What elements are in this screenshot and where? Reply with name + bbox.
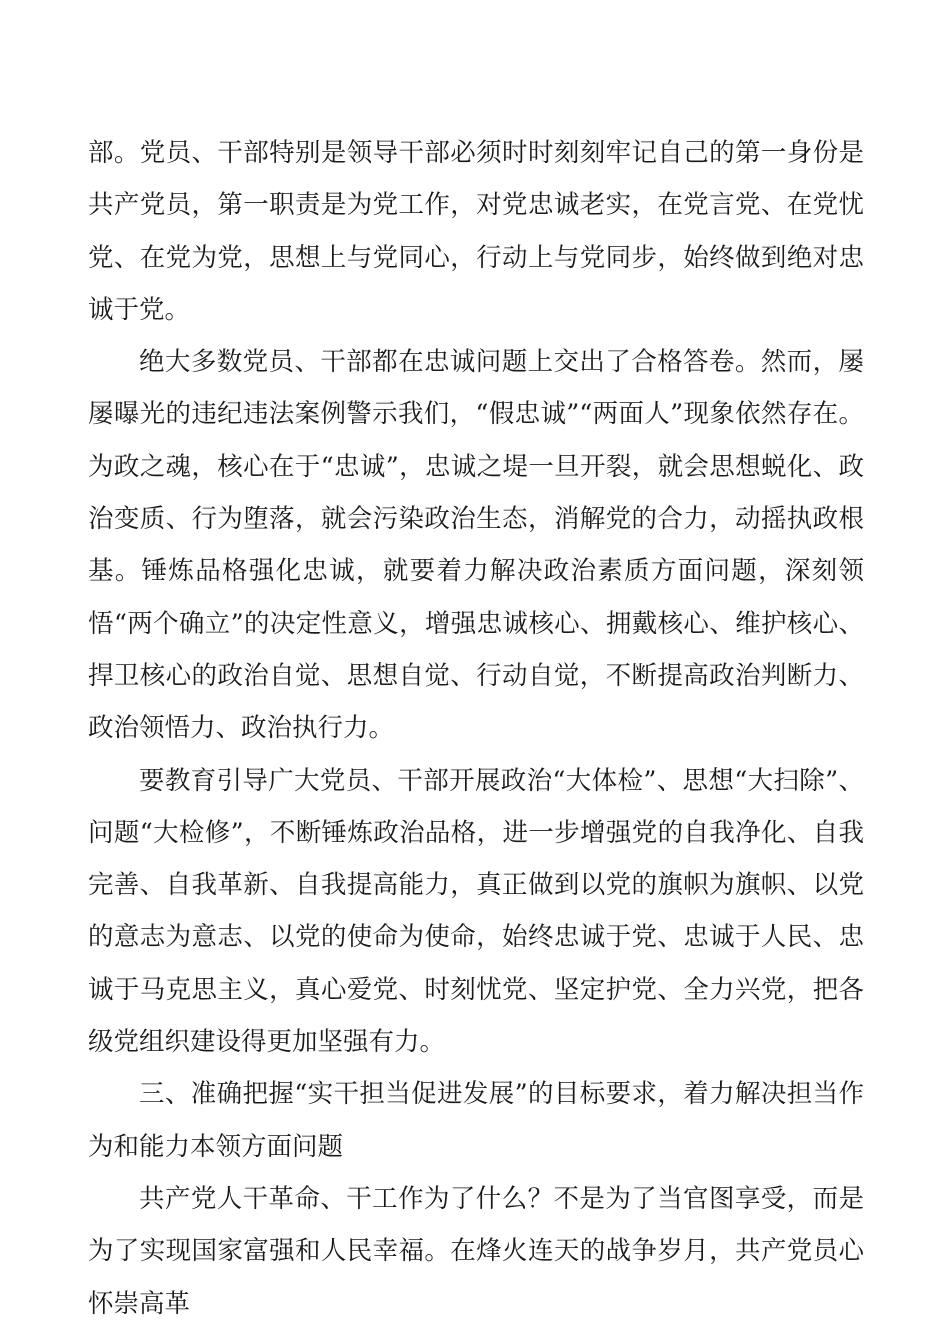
paragraph-2: 绝大多数党员、干部都在忠诚问题上交出了合格答卷。然而，屡屡曝光的违纪违法案例警示我们，“假忠诚”“两面人”现象依然存在。为政之魂，核心在于“忠诚”，忠诚之堤一旦开裂，就会思想蜕化、政治变质、行为堕落，就会污染政治生态，消解党的合力，动摇执政根基。锤炼品格强化忠诚，就要着力解决政治素质方面问题，深刻领悟“两个确立”的决定性意义，增强忠诚核心、拥戴核心、维护核心、捍卫核心的政治自觉、思想自觉、行动自觉，不断提高政治判断力、政治领悟力、政治执行力。 <box>88 347 864 744</box>
paragraph-4: 共产党人干革命、干工作为了什么？不是为了当官图享受，而是为了实现国家富强和人民幸福。在烽火连天的战争岁月，共产党员心怀崇高革 <box>88 1183 864 1319</box>
document-body <box>88 127 864 1330</box>
section-heading-3: 三、准确把握“实干担当促进发展”的目标要求，着力解决担当作为和能力本领方面问题 <box>88 1079 864 1162</box>
paragraph-3: 要教育引导广大党员、干部开展政治“大体检”、思想“大扫除”、问题“大检修”，不断锤炼政治品格，进一步增强党的自我净化、自我完善、自我革新、自我提高能力，真正做到以党的旗帜为旗帜、以党的意志为意志、以党的使命为使命，始终忠诚于党、忠诚于人民、忠诚于马克思主义，真心爱党、时刻忧党、坚定护党、全力兴党，把各级党组织建设得更加坚强有力。 <box>88 765 864 1058</box>
paragraph-1: 部。党员、干部特别是领导干部必须时时刻刻牢记自己的第一身份是共产党员，第一职责是为党工作，对党忠诚老实，在党言党、在党忧党、在党为党，思想上与党同心，行动上与党同步，始终做到绝对忠诚于党。 <box>88 138 864 325</box>
